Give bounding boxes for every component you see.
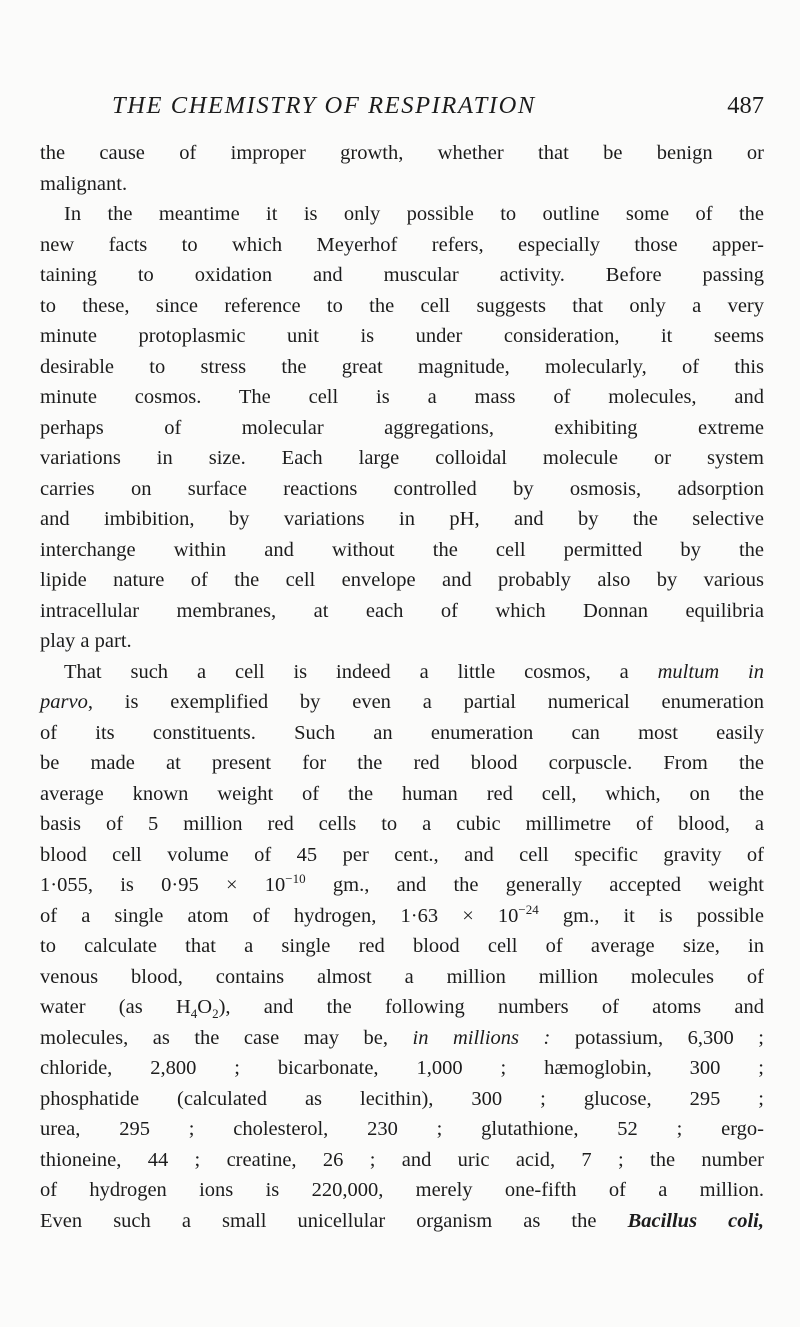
text-line: and imbibition, by variations in pH, and by the selective — [40, 508, 764, 530]
text-line: perhaps of molecular aggregations, exhibiting extreme — [40, 416, 764, 439]
text-line: new facts to which Meyerhof refers, especially those apper- — [40, 233, 764, 256]
text-line: thioneine, 44 ; creatine, 26 ; and uric acid, 7 ; the number — [40, 1148, 764, 1171]
text-span: gm., and the generally accepted weight — [305, 874, 765, 896]
text-line: basis of 5 million red cells to a cubic millimetre of blood, a — [40, 813, 764, 835]
text-line: malignant. — [40, 172, 128, 195]
text-span: molecules, as the case may be, — [40, 1026, 413, 1049]
italic-phrase: parvo — [40, 691, 88, 713]
text-line: taining to oxidation and muscular activity. Before passing — [40, 264, 764, 286]
text-line: venous blood, contains almost a million million molecules of — [40, 965, 764, 988]
text-line: average known weight of the human red cell, which, on the — [40, 782, 764, 805]
italic-phrase: in millions : — [412, 1026, 551, 1049]
text-line: minute protoplasmic unit is under consideration, it seems — [40, 325, 764, 347]
text-line: interchange within and without the cell permitted by the — [40, 538, 764, 561]
text-line — [40, 687, 764, 718]
text-span: O — [197, 996, 213, 1018]
text-line: minute cosmos. The cell is a mass of molecules, and — [40, 386, 764, 408]
exponent: −24 — [518, 901, 539, 917]
paragraph-start-line — [40, 657, 764, 688]
text-line: play a part. — [40, 630, 132, 652]
subscript: 2 — [212, 1006, 219, 1022]
text-line: to calculate that a single red blood cell of average size, in — [40, 935, 764, 957]
exponent: −10 — [285, 871, 306, 887]
text-span: water (as H — [40, 996, 191, 1018]
text-span: gm., it is possible — [538, 904, 764, 927]
text-span: ), and the following numbers of atoms and — [218, 996, 764, 1018]
text-line: desirable to stress the great magnitude, molecularly, of this — [40, 355, 764, 378]
body-text — [40, 138, 764, 1236]
text-line — [40, 1023, 764, 1054]
text-span: 1·055, is 0·95 × 10 — [40, 874, 286, 896]
text-line: urea, 295 ; cholesterol, 230 ; glutathione, 52 ; ergo- — [40, 1118, 764, 1140]
text-line: phosphatide (calculated as lecithin), 300 ; glucose, 295 ; — [40, 1087, 764, 1110]
text-line: blood cell volume of 45 per cent., and cell specific gravity of — [40, 843, 764, 866]
text-line — [40, 992, 764, 1023]
subscript: 4 — [190, 1006, 198, 1022]
text-line: of hydrogen ions is 220,000, merely one-fifth of a million. — [40, 1179, 764, 1201]
text-line: of its constituents. Such an enumeration can most easily — [40, 721, 764, 744]
paragraph-start-line: In the meantime it is only possible to outline some of the — [64, 203, 764, 225]
text-span: Even such a small unicellular organism as the — [40, 1209, 628, 1232]
running-head-title: THE CHEMISTRY OF RESPIRATION — [112, 92, 536, 119]
text-line — [40, 870, 764, 901]
running-head — [40, 92, 764, 122]
text-span: , is exemplified by even a partial numerical enumeration — [87, 691, 764, 713]
text-line: chloride, 2,800 ; bicarbonate, 1,000 ; hæmoglobin, 300 ; — [40, 1057, 764, 1079]
text-line — [40, 901, 764, 932]
text-line — [40, 1206, 764, 1237]
italic-phrase: multum in — [657, 660, 764, 683]
text-line: lipide nature of the cell envelope and probably also by various — [40, 569, 764, 591]
text-line: to these, since reference to the cell suggests that only a very — [40, 294, 764, 317]
text-line: the cause of improper growth, whether that be benign or — [40, 142, 764, 164]
text-span: That such a cell is indeed a little cosmos, a — [64, 660, 658, 683]
text-line: variations in size. Each large colloidal molecule or system — [40, 447, 764, 469]
text-span: potassium, 6,300 ; — [550, 1026, 765, 1049]
italic-bold-phrase: Bacillus coli, — [627, 1209, 764, 1232]
text-span: of a single atom of hydrogen, 1·63 × 10 — [40, 904, 519, 927]
page-number: 487 — [727, 92, 764, 119]
text-line: intracellular membranes, at each of which Donnan equilibria — [40, 599, 764, 622]
text-line: carries on surface reactions controlled by osmosis, adsorption — [40, 477, 764, 500]
text-line: be made at present for the red blood corpuscle. From the — [40, 752, 764, 774]
